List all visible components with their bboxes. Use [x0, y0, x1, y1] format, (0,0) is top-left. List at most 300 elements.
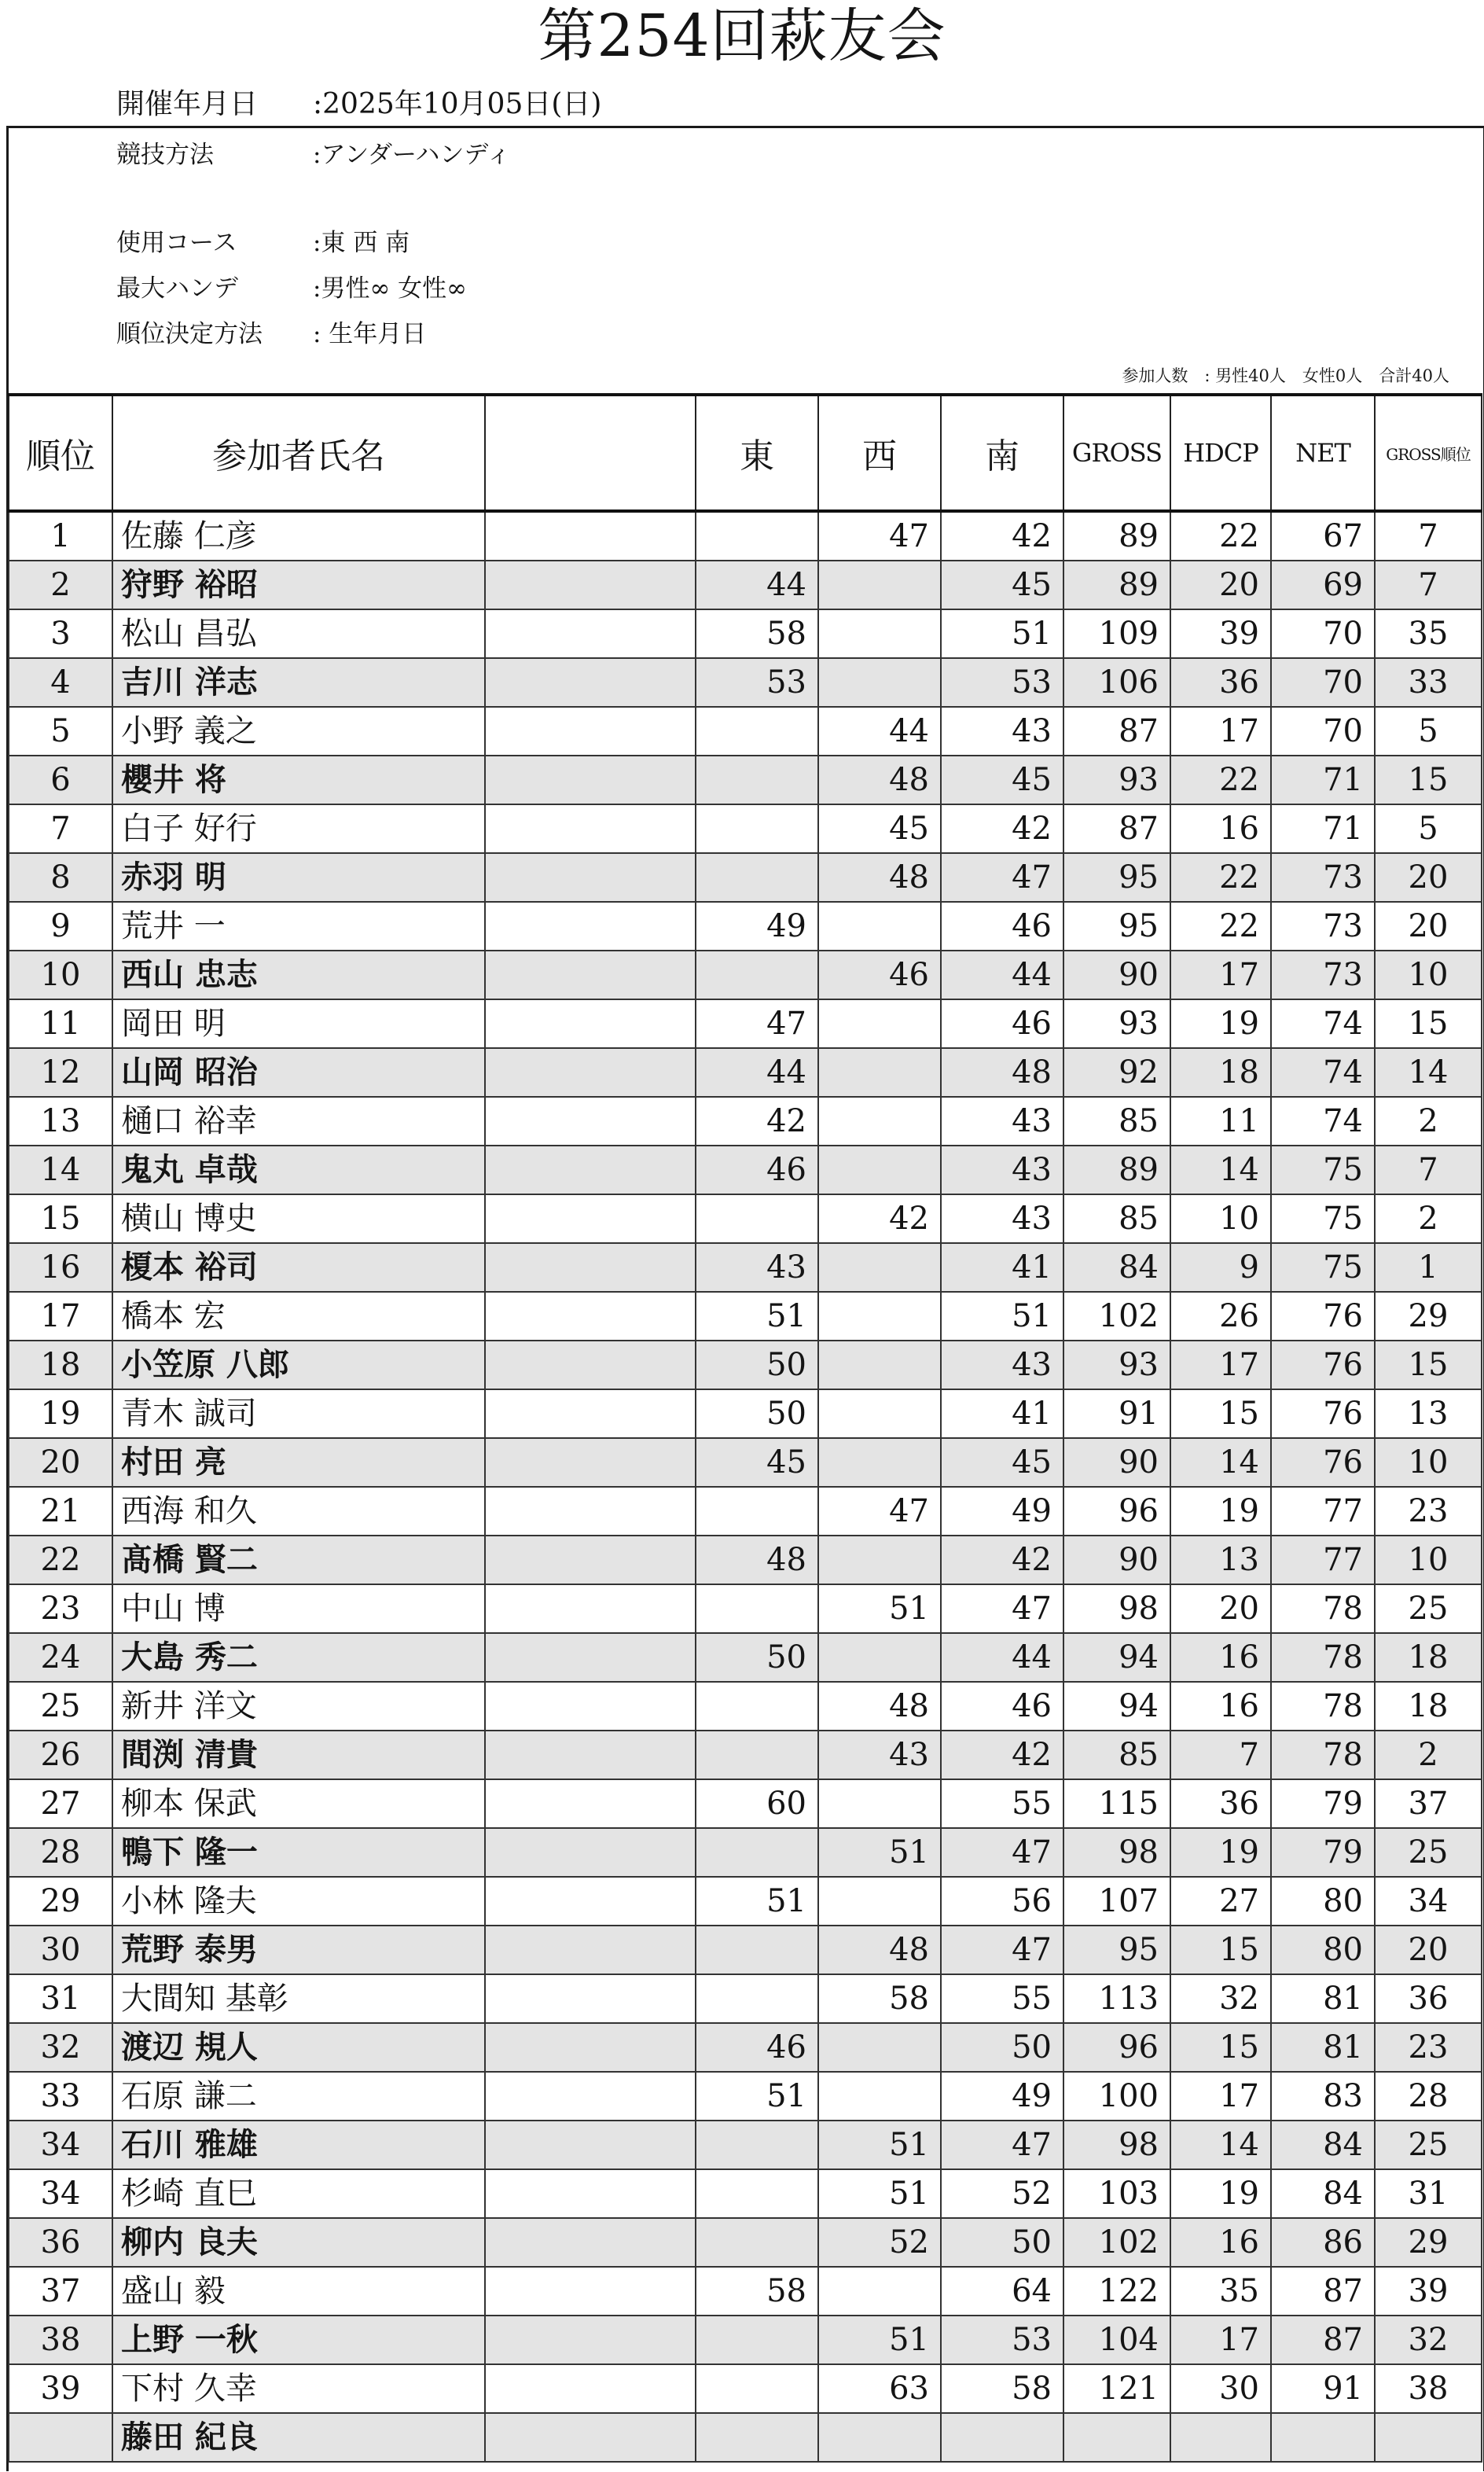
- table-row: [9, 2316, 1482, 2364]
- name-cell: 橋本 宏: [112, 1292, 485, 1341]
- west-cell: [818, 2267, 941, 2316]
- table-row: [9, 2364, 1482, 2413]
- west-cell: 47: [818, 511, 941, 561]
- blank-cell: [485, 1974, 696, 2023]
- hdcp-cell: 26: [1170, 1292, 1271, 1341]
- net-cell: 83: [1271, 2072, 1375, 2121]
- blank-cell: [485, 1292, 696, 1341]
- south-cell: 46: [941, 999, 1063, 1048]
- east-cell: [696, 804, 818, 853]
- rank-cell: 20: [9, 1438, 112, 1487]
- blank-cell: [485, 707, 696, 756]
- name-cell: 狩野 裕昭: [112, 561, 485, 609]
- net-cell: 87: [1271, 2267, 1375, 2316]
- rank-cell: 28: [9, 1828, 112, 1877]
- table-row: [9, 511, 1482, 561]
- gross-cell: 98: [1063, 2121, 1170, 2169]
- blank-cell: [485, 658, 696, 707]
- gross-rank-cell: 25: [1375, 2121, 1482, 2169]
- south-cell: 52: [941, 2169, 1063, 2218]
- blank-cell: [485, 1828, 696, 1877]
- blank-cell: [485, 1731, 696, 1779]
- gross-cell: 92: [1063, 1048, 1170, 1097]
- west-cell: 48: [818, 1682, 941, 1731]
- gross-rank-cell: 7: [1375, 561, 1482, 609]
- hdcp-cell: 22: [1170, 511, 1271, 561]
- table-row: [9, 2169, 1482, 2218]
- west-cell: 63: [818, 2364, 941, 2413]
- name-cell: 鬼丸 卓哉: [112, 1146, 485, 1194]
- west-cell: 45: [818, 804, 941, 853]
- net-cell: 78: [1271, 1633, 1375, 1682]
- east-cell: [696, 2413, 818, 2462]
- gross-cell: 122: [1063, 2267, 1170, 2316]
- gross-cell: 102: [1063, 1292, 1170, 1341]
- hdcp-cell: 16: [1170, 1682, 1271, 1731]
- east-cell: [696, 707, 818, 756]
- east-cell: 48: [696, 1536, 818, 1584]
- net-cell: 76: [1271, 1341, 1375, 1389]
- blank-cell: [485, 1877, 696, 1926]
- rank-cell: 34: [9, 2169, 112, 2218]
- south-cell: 55: [941, 1779, 1063, 1828]
- blank-cell: [485, 1097, 696, 1146]
- hdcp-cell: 17: [1170, 951, 1271, 999]
- blank-cell: [485, 2169, 696, 2218]
- name-cell: 佐藤 仁彦: [112, 511, 485, 561]
- net-cell: 80: [1271, 1926, 1375, 1974]
- gross-cell: 96: [1063, 1487, 1170, 1536]
- west-cell: 48: [818, 1926, 941, 1974]
- gross-rank-cell: 34: [1375, 1877, 1482, 1926]
- hdcp-cell: 36: [1170, 658, 1271, 707]
- gross-cell: 85: [1063, 1731, 1170, 1779]
- south-cell: 45: [941, 756, 1063, 804]
- name-cell: 杉崎 直巳: [112, 2169, 485, 2218]
- blank-cell: [485, 999, 696, 1048]
- net-cell: 75: [1271, 1243, 1375, 1292]
- name-cell: 小林 隆夫: [112, 1877, 485, 1926]
- gross-rank-cell: 15: [1375, 1341, 1482, 1389]
- net-cell: 81: [1271, 2023, 1375, 2072]
- south-cell: 41: [941, 1389, 1063, 1438]
- name-cell: 柳本 保武: [112, 1779, 485, 1828]
- south-cell: 53: [941, 658, 1063, 707]
- west-cell: [818, 1438, 941, 1487]
- table-row: [9, 609, 1482, 658]
- rank-cell: 15: [9, 1194, 112, 1243]
- blank-cell: [485, 2316, 696, 2364]
- table-row: [9, 1194, 1482, 1243]
- east-cell: 50: [696, 1341, 818, 1389]
- gross-rank-cell: 10: [1375, 951, 1482, 999]
- east-cell: 51: [696, 2072, 818, 2121]
- west-cell: [818, 902, 941, 951]
- east-cell: 60: [696, 1779, 818, 1828]
- gross-rank-cell: 2: [1375, 1731, 1482, 1779]
- meta-method-value: :アンダーハンディ: [313, 141, 511, 169]
- hdcp-cell: 19: [1170, 1828, 1271, 1877]
- name-cell: 横山 博史: [112, 1194, 485, 1243]
- rank-cell: 16: [9, 1243, 112, 1292]
- hdcp-cell: 32: [1170, 1974, 1271, 2023]
- gross-rank-cell: 36: [1375, 1974, 1482, 2023]
- hdcp-cell: 15: [1170, 2023, 1271, 2072]
- gross-rank-cell: 2: [1375, 1097, 1482, 1146]
- hdcp-cell: 18: [1170, 1048, 1271, 1097]
- west-cell: [818, 1633, 941, 1682]
- west-cell: [818, 1389, 941, 1438]
- west-cell: [818, 2072, 941, 2121]
- hdcp-cell: 22: [1170, 902, 1271, 951]
- table-row: [9, 999, 1482, 1048]
- results-table: [8, 393, 1482, 2463]
- rank-cell: 18: [9, 1341, 112, 1389]
- gross-cell: 113: [1063, 1974, 1170, 2023]
- gross-cell: 109: [1063, 609, 1170, 658]
- gross-rank-cell: 10: [1375, 1536, 1482, 1584]
- hdcp-cell: 16: [1170, 2218, 1271, 2267]
- header-west: 西: [818, 395, 941, 511]
- east-cell: [696, 2121, 818, 2169]
- gross-rank-cell: 38: [1375, 2364, 1482, 2413]
- rank-cell: 10: [9, 951, 112, 999]
- east-cell: [696, 853, 818, 902]
- net-cell: 75: [1271, 1194, 1375, 1243]
- meta-maxhdcp: [116, 269, 467, 308]
- gross-cell: [1063, 2413, 1170, 2462]
- south-cell: 44: [941, 951, 1063, 999]
- west-cell: [818, 1877, 941, 1926]
- hdcp-cell: 17: [1170, 707, 1271, 756]
- header-blank: [485, 395, 696, 511]
- south-cell: 45: [941, 1438, 1063, 1487]
- net-cell: 73: [1271, 853, 1375, 902]
- west-cell: [818, 1779, 941, 1828]
- blank-cell: [485, 2218, 696, 2267]
- south-cell: 41: [941, 1243, 1063, 1292]
- meta-course-value: :東 西 南: [313, 229, 410, 257]
- hdcp-cell: 19: [1170, 1487, 1271, 1536]
- blank-cell: [485, 511, 696, 561]
- rank-cell: 33: [9, 2072, 112, 2121]
- table-row: [9, 1243, 1482, 1292]
- east-cell: 51: [696, 1292, 818, 1341]
- south-cell: 44: [941, 1633, 1063, 1682]
- south-cell: 42: [941, 1731, 1063, 1779]
- rank-cell: 25: [9, 1682, 112, 1731]
- name-cell: 柳内 良夫: [112, 2218, 485, 2267]
- table-row: [9, 1146, 1482, 1194]
- gross-cell: 100: [1063, 2072, 1170, 2121]
- gross-rank-cell: 33: [1375, 658, 1482, 707]
- header-net: NET: [1271, 395, 1375, 511]
- blank-cell: [485, 1243, 696, 1292]
- net-cell: 75: [1271, 1146, 1375, 1194]
- table-row: [9, 1682, 1482, 1731]
- gross-cell: 106: [1063, 658, 1170, 707]
- page-title: 第254回萩友会: [538, 2, 946, 70]
- west-cell: [818, 999, 941, 1048]
- rank-cell: 34: [9, 2121, 112, 2169]
- net-cell: 77: [1271, 1536, 1375, 1584]
- header-name: 参加者氏名: [112, 395, 485, 511]
- name-cell: 小笠原 八郎: [112, 1341, 485, 1389]
- east-cell: 47: [696, 999, 818, 1048]
- name-cell: 中山 博: [112, 1584, 485, 1633]
- hdcp-cell: 10: [1170, 1194, 1271, 1243]
- hdcp-cell: 14: [1170, 1438, 1271, 1487]
- west-cell: [818, 561, 941, 609]
- meta-maxhdcp-value: :男性∞ 女性∞: [313, 274, 467, 303]
- east-cell: 44: [696, 561, 818, 609]
- name-cell: 榎本 裕司: [112, 1243, 485, 1292]
- gross-rank-cell: 39: [1375, 2267, 1482, 2316]
- blank-cell: [485, 1048, 696, 1097]
- table-row: [9, 2072, 1482, 2121]
- net-cell: 70: [1271, 707, 1375, 756]
- south-cell: 47: [941, 853, 1063, 902]
- south-cell: 64: [941, 2267, 1063, 2316]
- blank-cell: [485, 2267, 696, 2316]
- table-row: [9, 658, 1482, 707]
- name-cell: 上野 一秋: [112, 2316, 485, 2364]
- gross-rank-cell: 5: [1375, 804, 1482, 853]
- net-cell: 70: [1271, 658, 1375, 707]
- blank-cell: [485, 2364, 696, 2413]
- blank-cell: [485, 1341, 696, 1389]
- gross-cell: 95: [1063, 902, 1170, 951]
- west-cell: [818, 1146, 941, 1194]
- blank-cell: [485, 804, 696, 853]
- hdcp-cell: 19: [1170, 2169, 1271, 2218]
- rank-cell: 19: [9, 1389, 112, 1438]
- hdcp-cell: 15: [1170, 1926, 1271, 1974]
- gross-rank-cell: 15: [1375, 756, 1482, 804]
- west-cell: 51: [818, 1828, 941, 1877]
- east-cell: 49: [696, 902, 818, 951]
- blank-cell: [485, 951, 696, 999]
- rank-cell: 30: [9, 1926, 112, 1974]
- rank-cell: 2: [9, 561, 112, 609]
- west-cell: 48: [818, 853, 941, 902]
- net-cell: 69: [1271, 561, 1375, 609]
- east-cell: 42: [696, 1097, 818, 1146]
- south-cell: [941, 2413, 1063, 2462]
- hdcp-cell: 17: [1170, 2072, 1271, 2121]
- gross-rank-cell: 7: [1375, 1146, 1482, 1194]
- table-row: [9, 707, 1482, 756]
- west-cell: 42: [818, 1194, 941, 1243]
- gross-rank-cell: 35: [1375, 609, 1482, 658]
- west-cell: 51: [818, 2121, 941, 2169]
- blank-cell: [485, 902, 696, 951]
- blank-cell: [485, 1633, 696, 1682]
- south-cell: 45: [941, 561, 1063, 609]
- net-cell: 73: [1271, 951, 1375, 999]
- gross-rank-cell: 2: [1375, 1194, 1482, 1243]
- east-cell: [696, 1731, 818, 1779]
- rank-cell: 23: [9, 1584, 112, 1633]
- name-cell: 渡辺 規人: [112, 2023, 485, 2072]
- east-cell: 50: [696, 1633, 818, 1682]
- net-cell: 74: [1271, 999, 1375, 1048]
- hdcp-cell: 19: [1170, 999, 1271, 1048]
- south-cell: 46: [941, 1682, 1063, 1731]
- west-cell: [818, 658, 941, 707]
- rank-cell: 37: [9, 2267, 112, 2316]
- rank-cell: 6: [9, 756, 112, 804]
- south-cell: 53: [941, 2316, 1063, 2364]
- name-cell: 荒井 一: [112, 902, 485, 951]
- east-cell: 50: [696, 1389, 818, 1438]
- west-cell: [818, 2413, 941, 2462]
- name-cell: 赤羽 明: [112, 853, 485, 902]
- table-row: [9, 1731, 1482, 1779]
- rank-cell: 1: [9, 511, 112, 561]
- gross-rank-cell: 20: [1375, 853, 1482, 902]
- south-cell: 50: [941, 2023, 1063, 2072]
- name-cell: 大間知 基彰: [112, 1974, 485, 2023]
- blank-cell: [485, 1146, 696, 1194]
- name-cell: 西海 和久: [112, 1487, 485, 1536]
- meta-rank-method: [116, 315, 426, 354]
- east-cell: [696, 756, 818, 804]
- name-cell: 盛山 毅: [112, 2267, 485, 2316]
- net-cell: 84: [1271, 2169, 1375, 2218]
- table-row: [9, 2023, 1482, 2072]
- west-cell: 51: [818, 2316, 941, 2364]
- gross-cell: 96: [1063, 2023, 1170, 2072]
- header-gross-rank: GROSS順位: [1375, 395, 1482, 511]
- rank-cell: 39: [9, 2364, 112, 2413]
- hdcp-cell: 20: [1170, 561, 1271, 609]
- gross-rank-cell: 13: [1375, 1389, 1482, 1438]
- net-cell: 84: [1271, 2121, 1375, 2169]
- gross-cell: 89: [1063, 561, 1170, 609]
- hdcp-cell: 17: [1170, 1341, 1271, 1389]
- header-hdcp: HDCP: [1170, 395, 1271, 511]
- name-cell: 髙橋 賢二: [112, 1536, 485, 1584]
- gross-cell: 121: [1063, 2364, 1170, 2413]
- net-cell: 74: [1271, 1048, 1375, 1097]
- net-cell: 91: [1271, 2364, 1375, 2413]
- south-cell: 51: [941, 609, 1063, 658]
- table-row: [9, 902, 1482, 951]
- net-cell: 76: [1271, 1292, 1375, 1341]
- south-cell: 43: [941, 707, 1063, 756]
- hdcp-cell: 36: [1170, 1779, 1271, 1828]
- gross-rank-cell: 28: [1375, 2072, 1482, 2121]
- net-cell: 70: [1271, 609, 1375, 658]
- south-cell: 50: [941, 2218, 1063, 2267]
- rank-cell: 3: [9, 609, 112, 658]
- gross-cell: 93: [1063, 999, 1170, 1048]
- meta-rank-label: 順位決定方法: [116, 320, 263, 348]
- header-row: [9, 395, 1482, 511]
- gross-cell: 102: [1063, 2218, 1170, 2267]
- table-row: [9, 2413, 1482, 2462]
- net-cell: 78: [1271, 1584, 1375, 1633]
- gross-cell: 84: [1063, 1243, 1170, 1292]
- rank-cell: 31: [9, 1974, 112, 2023]
- rank-cell: 21: [9, 1487, 112, 1536]
- gross-rank-cell: 20: [1375, 902, 1482, 951]
- gross-rank-cell: 23: [1375, 2023, 1482, 2072]
- west-cell: 47: [818, 1487, 941, 1536]
- gross-rank-cell: 37: [1375, 1779, 1482, 1828]
- gross-rank-cell: 20: [1375, 1926, 1482, 1974]
- rank-cell: 12: [9, 1048, 112, 1097]
- south-cell: 47: [941, 1926, 1063, 1974]
- name-cell: 石川 雅雄: [112, 2121, 485, 2169]
- south-cell: 58: [941, 2364, 1063, 2413]
- meta-date-value: :2025年10月05日(日): [313, 88, 602, 120]
- hdcp-cell: 14: [1170, 1146, 1271, 1194]
- table-row: [9, 1048, 1482, 1097]
- net-cell: 81: [1271, 1974, 1375, 2023]
- rank-cell: 14: [9, 1146, 112, 1194]
- gross-cell: 95: [1063, 853, 1170, 902]
- gross-rank-cell: 25: [1375, 1828, 1482, 1877]
- rank-cell: 11: [9, 999, 112, 1048]
- hdcp-cell: 16: [1170, 1633, 1271, 1682]
- east-cell: [696, 951, 818, 999]
- east-cell: [696, 2169, 818, 2218]
- blank-cell: [485, 756, 696, 804]
- blank-cell: [485, 1438, 696, 1487]
- table-row: [9, 2218, 1482, 2267]
- blank-cell: [485, 1926, 696, 1974]
- south-cell: 47: [941, 1584, 1063, 1633]
- hdcp-cell: 14: [1170, 2121, 1271, 2169]
- gross-rank-cell: 18: [1375, 1633, 1482, 1682]
- name-cell: 岡田 明: [112, 999, 485, 1048]
- east-cell: 46: [696, 2023, 818, 2072]
- gross-rank-cell: 7: [1375, 511, 1482, 561]
- east-cell: [696, 2364, 818, 2413]
- net-cell: 87: [1271, 2316, 1375, 2364]
- hdcp-cell: 7: [1170, 1731, 1271, 1779]
- name-cell: 小野 義之: [112, 707, 485, 756]
- hdcp-cell: 27: [1170, 1877, 1271, 1926]
- gross-cell: 98: [1063, 1828, 1170, 1877]
- gross-rank-cell: 29: [1375, 2218, 1482, 2267]
- west-cell: [818, 609, 941, 658]
- net-cell: 71: [1271, 756, 1375, 804]
- south-cell: 42: [941, 804, 1063, 853]
- south-cell: 49: [941, 2072, 1063, 2121]
- west-cell: [818, 1292, 941, 1341]
- gross-rank-cell: 10: [1375, 1438, 1482, 1487]
- net-cell: 67: [1271, 511, 1375, 561]
- rank-cell: 32: [9, 2023, 112, 2072]
- blank-cell: [485, 1194, 696, 1243]
- net-cell: 74: [1271, 1097, 1375, 1146]
- rank-cell: 4: [9, 658, 112, 707]
- hdcp-cell: 11: [1170, 1097, 1271, 1146]
- rank-cell: 13: [9, 1097, 112, 1146]
- name-cell: 石原 謙二: [112, 2072, 485, 2121]
- net-cell: 73: [1271, 902, 1375, 951]
- table-row: [9, 1633, 1482, 1682]
- gross-cell: 90: [1063, 1438, 1170, 1487]
- blank-cell: [485, 1487, 696, 1536]
- table-row: [9, 1926, 1482, 1974]
- east-cell: 44: [696, 1048, 818, 1097]
- table-row: [9, 1828, 1482, 1877]
- rank-cell: 29: [9, 1877, 112, 1926]
